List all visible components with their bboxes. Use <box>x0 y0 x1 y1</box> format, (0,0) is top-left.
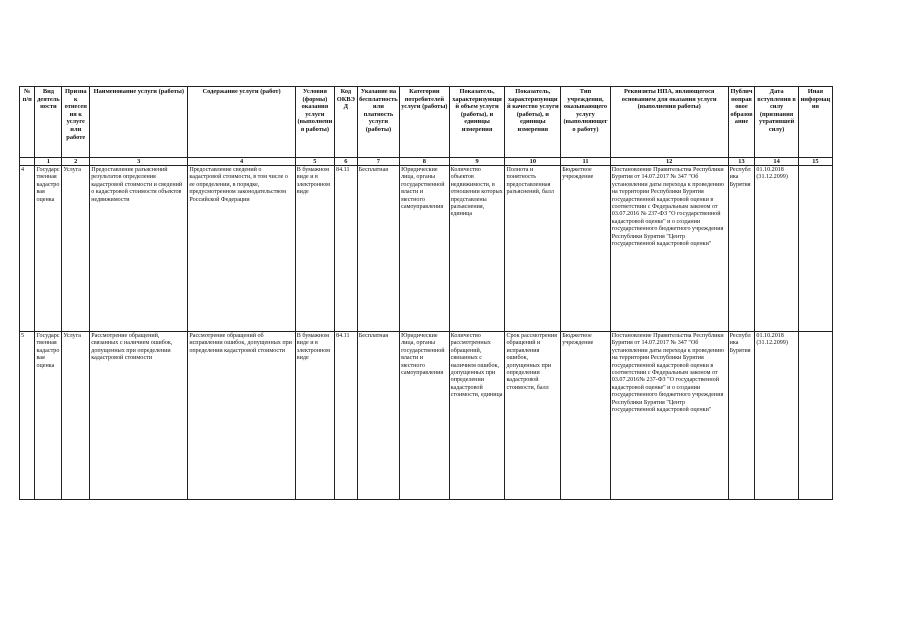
header-cell: Тип учреждения, оказывающего услугу (выполняющего работу) <box>561 87 611 158</box>
table-row <box>20 332 833 500</box>
column-number-cell: 11 <box>561 158 611 166</box>
column-number-cell: 8 <box>400 158 450 166</box>
other-info-cell <box>798 332 832 500</box>
row-number-cell: 4 <box>20 166 35 332</box>
header-cell: Категории потребителей услуги (работы) <box>400 87 450 158</box>
npa-cell: Постановление Правительства Республики Бурятия от 14.07.2017 № 347 "Об установлении даты перехода к проведению на территории Республики Бурятия государственной кадастровой оценки в соответствии с Федеральным законом от 03.07.2016 № 237-ФЗ "О государственной кадастровой оценке" и о создании государственного бюджетного учреждения Республики Бурятия "Центр государственной кадастровой оценки" <box>610 166 728 332</box>
header-cell: Показатель, характеризующий качество услуги (работы), и единицы измерения <box>505 87 561 158</box>
service-content-cell: Рассмотрение обращений об исправлении ошибок, допущенных при определении кадастровой стоимости <box>188 332 295 500</box>
services-registry-table <box>19 86 833 500</box>
table-row <box>20 166 833 332</box>
column-number-cell: 10 <box>505 158 561 166</box>
npa-cell: Постановление Правительства Республики Бурятия от 14.07.2017 № 347 "Об установлении даты перехода к проведению на территории Республики Бурятия государственной кадастровой оценки в соответствии с Федеральным законом от 03.07.2016№ 237-ФЗ "О государственной кадастровой оценке" и о создании государственного бюджетного учреждения Республики Бурятия "Центр государственной кадастровой оценки" <box>610 332 728 500</box>
column-number-cell: 3 <box>90 158 188 166</box>
sign-cell: Услуга <box>62 332 90 500</box>
header-cell: Реквизиты НПА, являющегося основанием для оказания услуги (выполнения работы) <box>610 87 728 158</box>
effective-date-cell: 01.10.2018 (31.12.2099) <box>755 166 798 332</box>
fee-cell: Бесплатная <box>357 332 399 500</box>
okved-cell: 84.11 <box>335 332 358 500</box>
header-cell: Показатель, характеризующий объем услуги (работы), и единицы измерения <box>449 87 505 158</box>
quality-indicator-cell: Срок рассмотрения обращений и исправления ошибок, допущенных при определении кадастровой стоимости, балл <box>505 332 561 500</box>
activity-cell: Государственная кадастровая оценка <box>35 166 62 332</box>
effective-date-cell: 01.10.2018 (31.12.2099) <box>755 332 798 500</box>
other-info-cell <box>798 166 832 332</box>
consumers-cell: Юридические лица, органы государственной власти и местного самоуправления <box>400 166 450 332</box>
column-number-cell: 14 <box>755 158 798 166</box>
header-cell: Наименование услуги (работы) <box>90 87 188 158</box>
consumers-cell: Юридические лица, органы государственной власти и местного самоуправления <box>400 332 450 500</box>
header-cell: Признак отнесения к услуге или работе <box>62 87 90 158</box>
column-number-cell: 7 <box>357 158 399 166</box>
column-number-cell: 5 <box>295 158 334 166</box>
header-cell: Условия (формы) оказания услуги (выполнения работы) <box>295 87 334 158</box>
column-number-cell: 2 <box>62 158 90 166</box>
column-number-cell: 15 <box>798 158 832 166</box>
header-cell: Вид деятельности <box>35 87 62 158</box>
okved-cell: 84.11 <box>335 166 358 332</box>
public-entity-cell: Республика Бурятия <box>728 332 755 500</box>
header-cell: Дата вступления в силу (признания утратившей силу) <box>755 87 798 158</box>
column-number-cell: 6 <box>335 158 358 166</box>
column-number-cell: 12 <box>610 158 728 166</box>
row-number-cell: 5 <box>20 332 35 500</box>
sign-cell: Услуга <box>62 166 90 332</box>
institution-type-cell: Бюджетное учреждение <box>561 332 611 500</box>
service-name-cell: Предоставление разъяснений результатов определения кадастровой стоимости и сведений о кадастровой стоимости объектов недвижимости <box>90 166 188 332</box>
quality-indicator-cell: Полнота и понятность предоставленная разъяснений, балл <box>505 166 561 332</box>
service-content-cell: Предоставление сведений о кадастровой стоимости, в том числе о ее определении, в порядке, предусмотренном законодательством Российской Федерации <box>188 166 295 332</box>
column-number-cell: 13 <box>728 158 755 166</box>
institution-type-cell: Бюджетное учреждение <box>561 166 611 332</box>
column-number-cell: 1 <box>35 158 62 166</box>
service-name-cell: Рассмотрение обращений, связанных с наличием ошибок, допущенных при определении кадастровой стоимости <box>90 332 188 500</box>
column-number-cell: 4 <box>188 158 295 166</box>
conditions-cell: В бумажном виде и в электронном виде <box>295 332 334 500</box>
activity-cell: Государственная кадастровая оценка <box>35 332 62 500</box>
column-number-cell: 9 <box>449 158 505 166</box>
column-number-row <box>20 158 833 166</box>
header-cell: Код ОКВЭД <box>335 87 358 158</box>
volume-indicator-cell: Количество рассмотренных обращений, связанных с наличием ошибок, допущенных при определении кадастровой стоимости, единица <box>449 332 505 500</box>
header-cell: Содержание услуги (работ) <box>188 87 295 158</box>
column-number-cell <box>20 158 35 166</box>
header-cell: Указание на бесплатность или платность услуги (работы) <box>357 87 399 158</box>
public-entity-cell: Республика Бурятия <box>728 166 755 332</box>
header-cell: № п/п <box>20 87 35 158</box>
volume-indicator-cell: Количество объектов недвижимости, в отношении которых представлены разъяснения, единица <box>449 166 505 332</box>
conditions-cell: В бумажном виде и в электронном виде <box>295 166 334 332</box>
header-cell: Публичноправовое образование <box>728 87 755 158</box>
header-cell: Иная информация <box>798 87 832 158</box>
fee-cell: Бесплатная <box>357 166 399 332</box>
header-row <box>20 87 833 158</box>
